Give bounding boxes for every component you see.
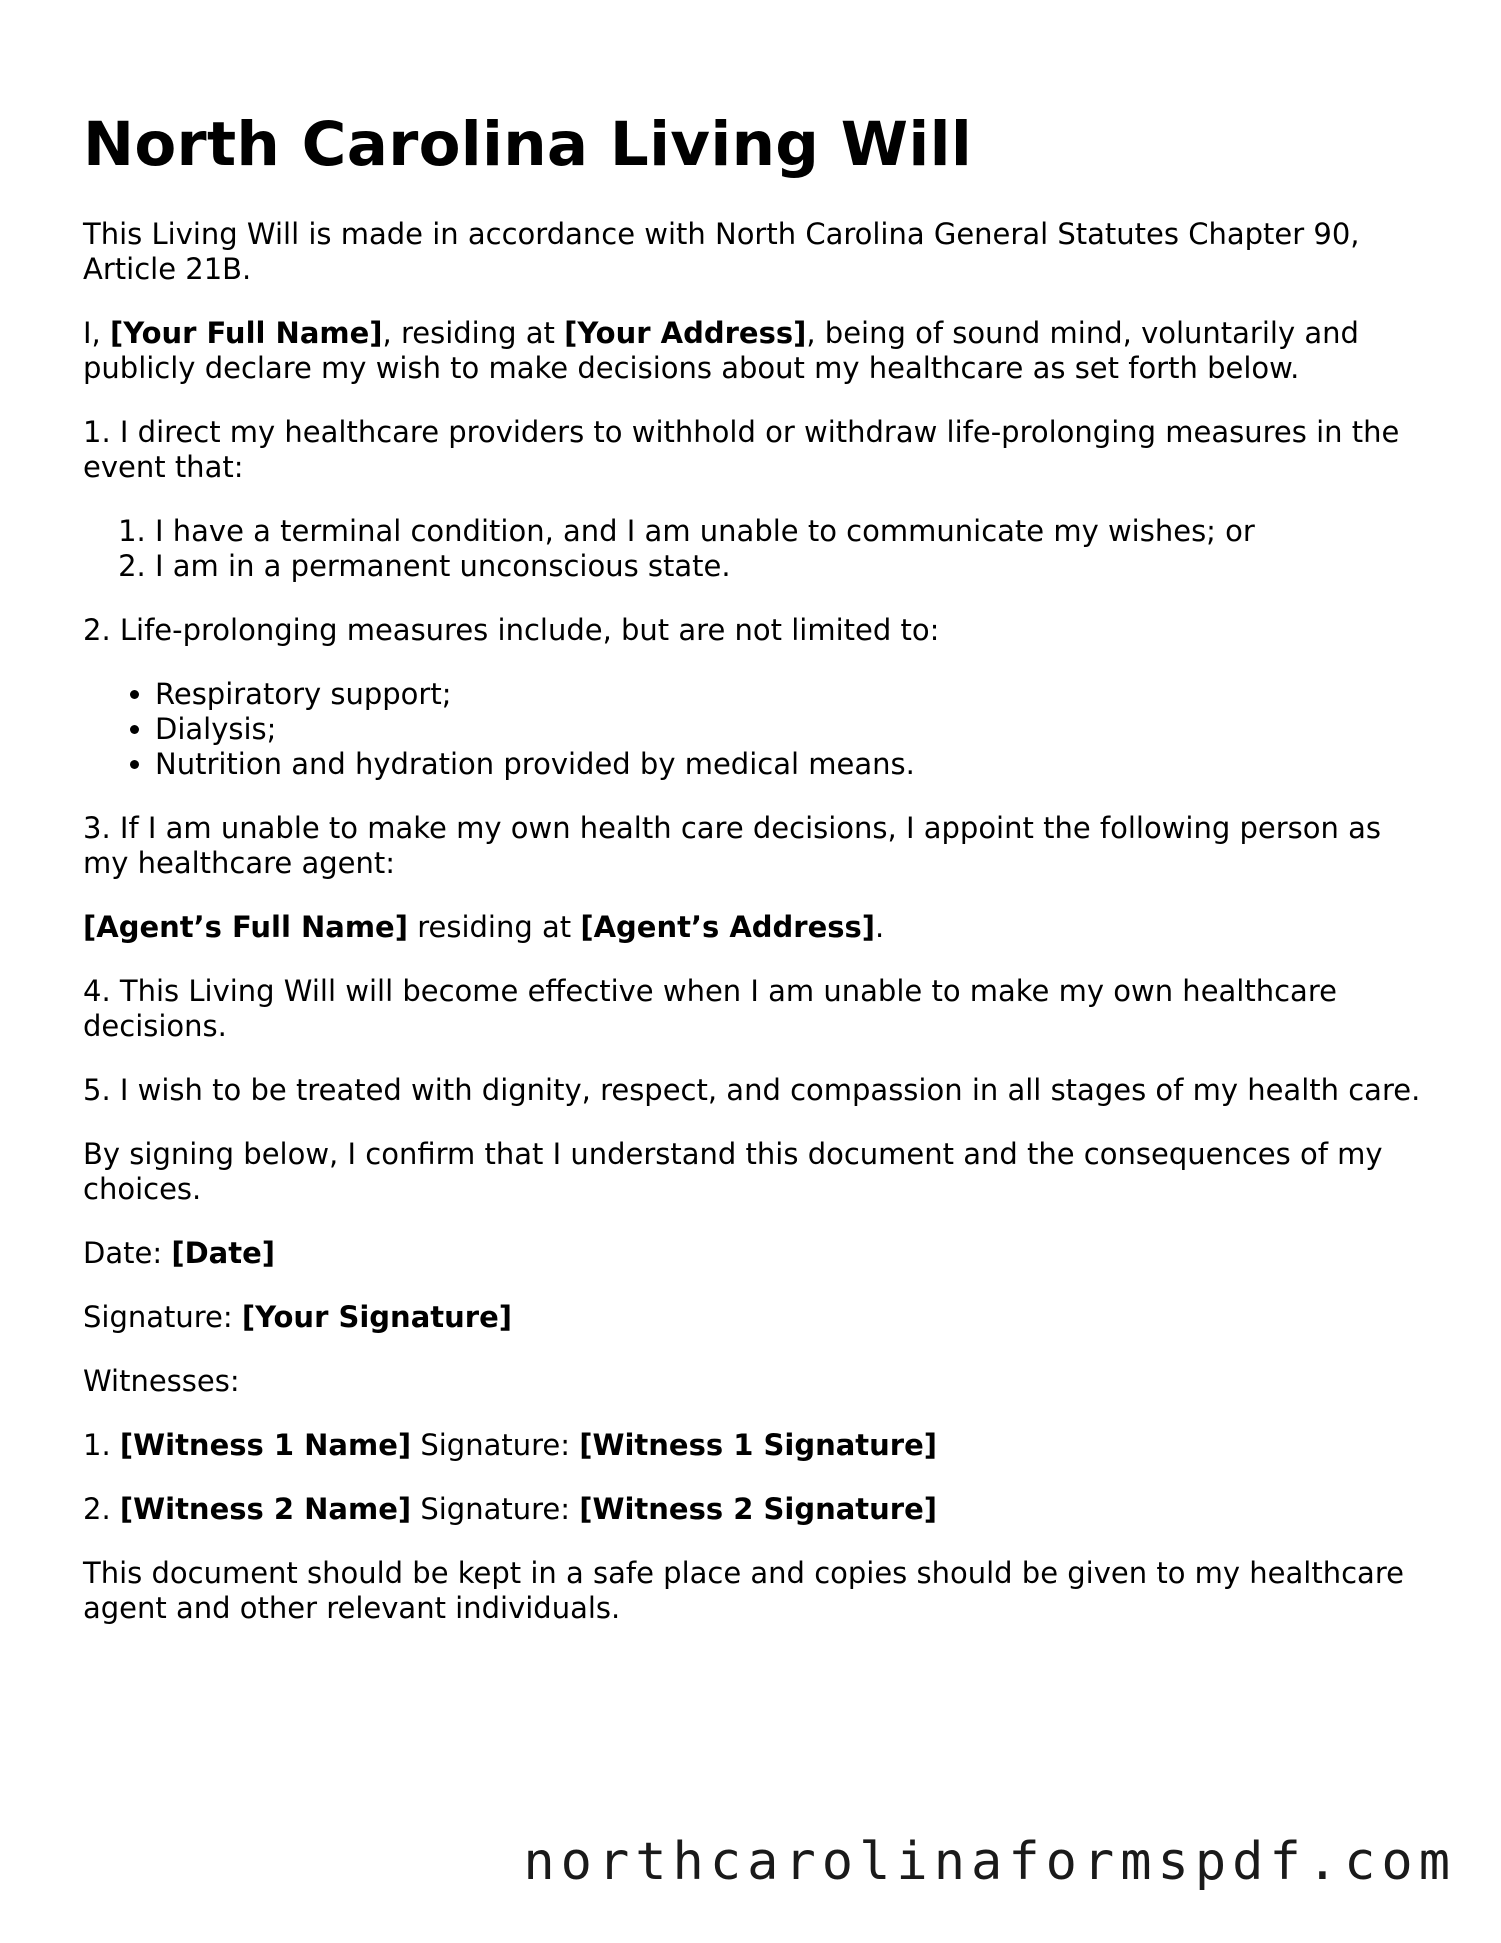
witness-2-signature-placeholder: [Witness 2 Signature] <box>579 1492 938 1526</box>
declaration-prefix: I, <box>83 316 110 350</box>
witness-2-num: 2. <box>83 1492 120 1526</box>
signature-line <box>83 1300 1423 1335</box>
agent-address-placeholder: [Agent’s Address] <box>580 910 876 944</box>
witness-2-name-placeholder: [Witness 2 Name] <box>119 1492 412 1526</box>
footer-note: This document should be kept in a safe place and copies should be given to my healthcare agent and other relevant individuals. <box>83 1556 1404 1625</box>
signature-placeholder: [Your Signature] <box>241 1300 512 1334</box>
list-item: • Dialysis; <box>155 712 1423 747</box>
document-page <box>83 100 1423 1655</box>
declaration-paragraph <box>83 316 1423 386</box>
section-4-text: 4. This Living Will will become effective when I am unable to make my own healthcare decisions. <box>83 974 1337 1043</box>
agent-line <box>83 910 1423 945</box>
document-title: North Carolina Living Will <box>83 109 973 180</box>
declaration-mid: , residing at <box>382 316 565 350</box>
address-placeholder: [Your Address] <box>564 316 807 350</box>
witness-1-num: 1. <box>83 1428 120 1462</box>
witnesses-label: Witnesses: <box>83 1364 240 1398</box>
list-item: • Respiratory support; <box>155 677 1423 712</box>
witness-1-sig-label: Signature: <box>411 1428 580 1462</box>
list-item: • Nutrition and hydration provided by medical means. <box>155 747 1423 782</box>
witness-1-line <box>83 1428 1423 1463</box>
agent-name-placeholder: [Agent’s Full Name] <box>83 910 408 944</box>
section-3-text: 3. If I am unable to make my own health care decisions, I appoint the following person as my healthcare agent: <box>83 811 1381 880</box>
witness-2-line <box>83 1492 1423 1527</box>
date-placeholder: [Date] <box>171 1236 275 1270</box>
site-watermark: northcarolinaformspdf.com <box>523 1832 1456 1892</box>
witness-2-sig-label: Signature: <box>411 1492 580 1526</box>
signature-label: Signature: <box>83 1300 242 1334</box>
section-1-text: 1. I direct my healthcare providers to withhold or withdraw life-prolonging measures in the event that: <box>83 415 1400 484</box>
agent-mid: residing at <box>407 910 581 944</box>
full-name-placeholder: [Your Full Name] <box>110 316 383 350</box>
intro-paragraph: This Living Will is made in accordance with North Carolina General Statutes Chapter 90, Article 21B. <box>83 217 1360 286</box>
agent-end: . <box>875 910 885 944</box>
measures-list <box>83 677 1423 782</box>
date-line <box>83 1236 1423 1271</box>
list-item: 1. I have a terminal condition, and I am unable to communicate my wishes; or <box>155 514 1423 549</box>
conditions-list <box>83 514 1423 584</box>
witness-1-signature-placeholder: [Witness 1 Signature] <box>579 1428 938 1462</box>
section-2-text: 2. Life-prolonging measures include, but are not limited to: <box>83 613 940 647</box>
declaration-suffix: , being of sound mind, voluntarily and publicly declare my wish to make decisions about my healthcare as set forth below. <box>83 316 1359 385</box>
witness-1-name-placeholder: [Witness 1 Name] <box>119 1428 412 1462</box>
section-5-text: 5. I wish to be treated with dignity, respect, and compassion in all stages of my health care. <box>83 1073 1421 1107</box>
confirmation-text: By signing below, I confirm that I understand this document and the consequences of my choices. <box>83 1137 1383 1206</box>
date-label: Date: <box>83 1236 172 1270</box>
list-item: 2. I am in a permanent unconscious state. <box>155 549 1423 584</box>
